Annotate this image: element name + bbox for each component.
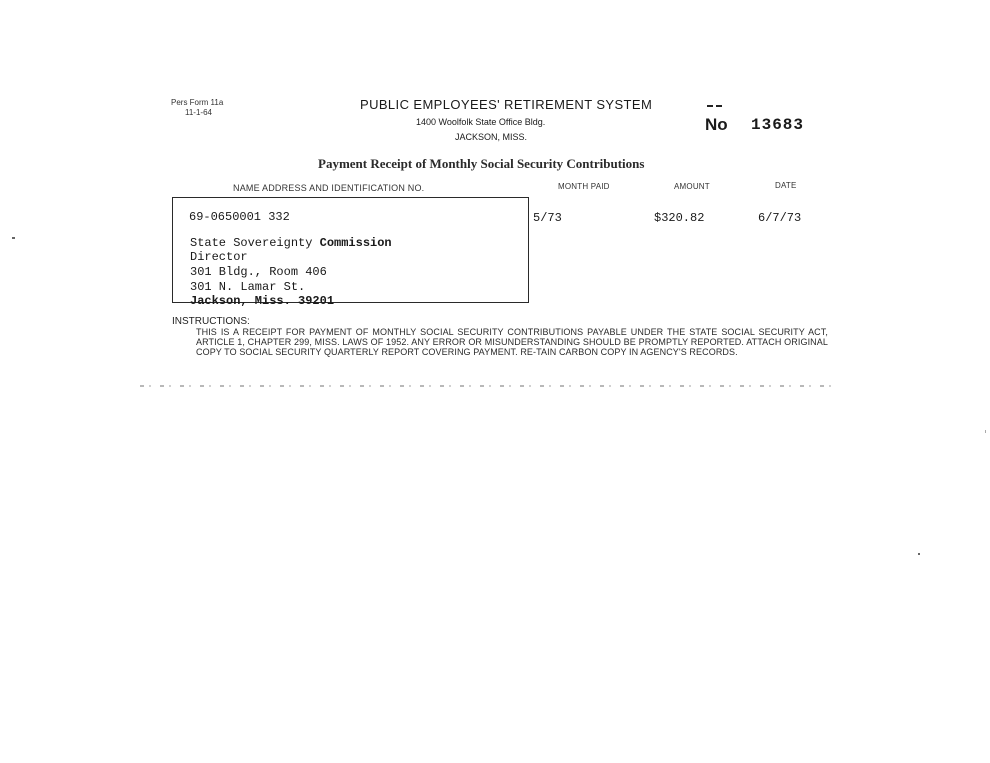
perforation-line: [140, 385, 835, 387]
column-header-name: NAME ADDRESS AND IDENTIFICATION NO.: [233, 183, 425, 193]
receipt-title: Payment Receipt of Monthly Social Security Contributions: [318, 156, 645, 171]
month-paid-value: 5/73: [533, 211, 562, 225]
organization-name: PUBLIC EMPLOYEES' RETIREMENT SYSTEM: [360, 97, 653, 112]
scan-speck: [918, 553, 920, 555]
organization-city: JACKSON, MISS.: [455, 132, 528, 142]
payee-title: Director: [190, 250, 248, 264]
instructions-text: THIS IS A RECEIPT FOR PAYMENT OF MONTHLY SOCIAL SECURITY CONTRIBUTIONS PAYABLE UNDER THE STATE SOCIAL SECURITY ACT, ARTICLE 1, CHAPTER 299, MISS. LAWS OF 1952. ANY ERROR OR MISUNDERSTANDING SHOULD BE PROMPTLY REPORTED. ATTACH ORIGINAL COPY TO SOCIAL SECURITY QUARTERLY REPORT COVERING PAYMENT. RE-TAIN CARBON COPY IN AGENCY'S RECORDS.: [196, 327, 828, 357]
amount-value: $320.82: [654, 211, 705, 225]
instructions-heading: INSTRUCTIONS:: [172, 316, 250, 327]
organization-address: 1400 Woolfolk State Office Bldg.: [416, 117, 546, 127]
column-header-month-paid: MONTH PAID: [558, 182, 610, 191]
column-header-date: DATE: [775, 181, 797, 190]
form-number: Pers Form 11a: [171, 98, 224, 107]
payee-street: 301 N. Lamar St.: [190, 280, 306, 294]
date-value: 6/7/73: [758, 211, 802, 225]
payee-identification-number: 69-0650001 332: [189, 210, 290, 224]
payee-city: Jackson, Miss. 39201: [190, 294, 335, 308]
scan-speck: [985, 430, 986, 433]
scan-speck: [12, 237, 15, 239]
receipt-number: 13683: [751, 116, 805, 134]
number-sign-mark: [707, 103, 723, 108]
receipt-number-label: No: [705, 115, 728, 134]
payee-address-line: 301 Bldg., Room 406: [190, 265, 327, 279]
column-header-amount: AMOUNT: [674, 182, 710, 191]
payee-name: State Sovereignty Commission: [190, 236, 392, 250]
form-revision-date: 11-1-64: [185, 108, 212, 117]
